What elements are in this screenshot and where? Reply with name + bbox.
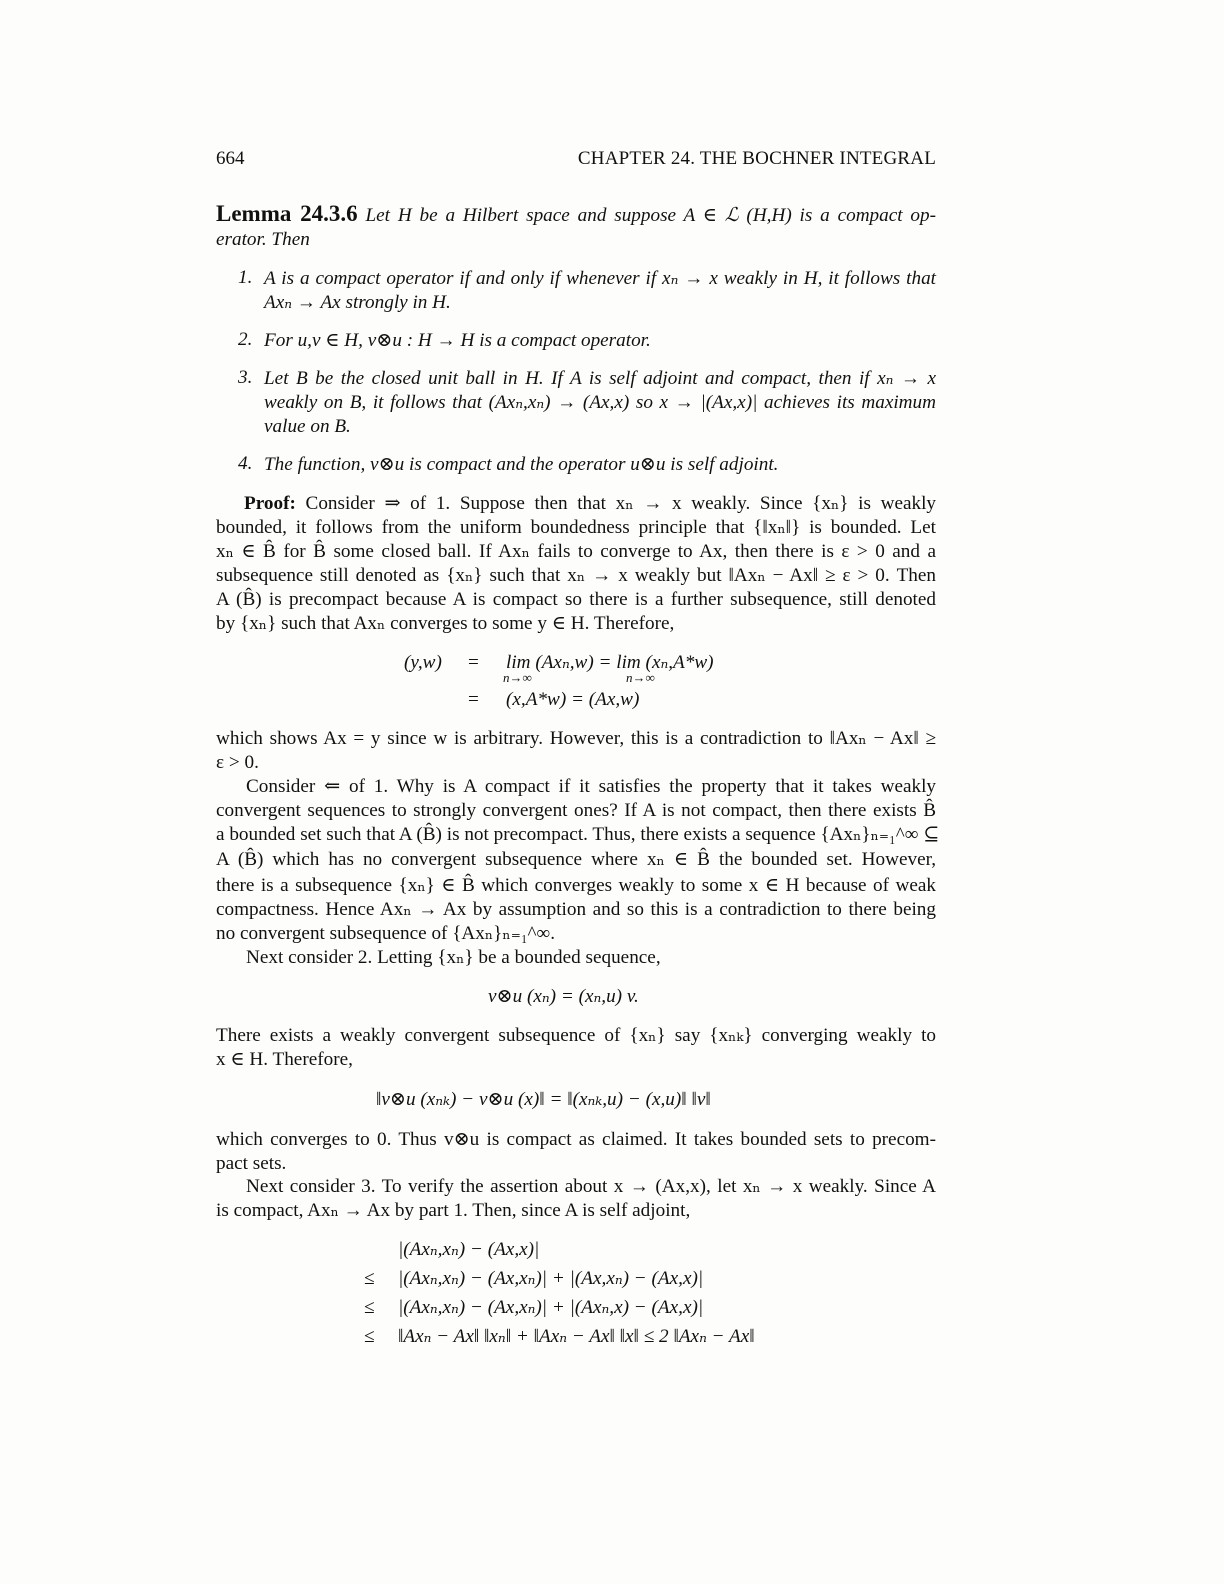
proof-line-6: by {xₙ} such that Axₙ converges to some y ∈ H. Therefore, [216,613,675,634]
page-number: 664 [216,148,245,169]
p6-line-1: which converges to 0. Thus v⊗u is compact as claimed. It takes bounded sets to precom- [216,1129,936,1150]
proof-label: Proof: [244,493,296,514]
eq1-lim-sub-2: n→∞ [626,670,655,685]
p4-line: Next consider 2. Letting {xₙ} be a bounded sequence, [246,947,661,968]
eq3: ‖v⊗u (xₙₖ) − v⊗u (x)‖ = ‖(xₙₖ,u) − (x,u)‖ ‖v‖ [376,1089,711,1110]
item-number-1: 1. [238,267,253,288]
eq4-line2: |(Axₙ,xₙ) − (Ax,xₙ)| + |(Axₙ,x) − (Ax,x)| [398,1297,704,1318]
eq1-rel2: = [468,689,479,710]
eq4-rel1: ≤ [364,1268,375,1289]
eq4-rel3: ≤ [364,1326,375,1347]
eq4-line0: |(Axₙ,xₙ) − (Ax,x)| [398,1239,540,1260]
item-3-line1: Let B be the closed unit ball in H. If A is self adjoint and compact, then if xₙ → x [264,368,936,389]
item-4-line1: The function, v⊗u is compact and the operator u⊗u is self adjoint. [264,454,779,475]
item-3-line2: weakly on B, it follows that (Axₙ,xₙ) → (Ax,x) so x → |(Ax,x)| achieves its maximum [264,392,936,413]
p3-line-2: convergent sequences to strongly convergent ones? If A is not compact, then there exists B̂ [216,800,936,821]
lemma-label: Lemma 24.3.6 [216,201,358,226]
eq1-rhs2: (x,A*w) = (Ax,w) [506,689,640,710]
eq1-rel1: = [468,652,479,673]
p5-line-1: There exists a weakly convergent subsequence of {xₙ} say {xₙₖ} converging weakly to [216,1025,936,1046]
eq4-line3: ‖Axₙ − Ax‖ ‖xₙ‖ + ‖Axₙ − Ax‖ ‖x‖ ≤ 2 ‖Axₙ − Ax‖ [398,1326,755,1347]
p3-line-1: Consider ⇐ of 1. Why is A compact if it satisfies the property that it takes weakly [246,776,936,797]
item-number-3: 3. [238,367,253,388]
proof-line-1 [216,492,936,516]
item-1-line1: A is a compact operator if and only if whenever if xₙ → x weakly in H, it follows that [264,268,936,289]
p7-line-2: is compact, Axₙ → Ax by part 1. Then, since A is self adjoint, [216,1200,691,1221]
eq2: v⊗u (xₙ) = (xₙ,u) v. [488,986,639,1007]
p7-line-1: Next consider 3. To verify the assertion about x → (Ax,x), let xₙ → x weakly. Since A [246,1176,936,1197]
proof-line-4: subsequence still denoted as {xₙ} such that xₙ → x weakly but ‖Axₙ − Ax‖ ≥ ε > 0. Then [216,565,936,586]
running-title: CHAPTER 24. THE BOCHNER INTEGRAL [577,148,936,169]
proof-line-3: xₙ ∈ B̂ for B̂ some closed ball. If Axₙ fails to converge to Ax, then there is ε > 0 and a [216,541,936,562]
p3-line-7: no convergent subsequence of {Axₙ}ₙ₌₁^∞. [216,923,555,944]
item-3-line3: value on B. [264,416,351,437]
proof-line-2: bounded, it follows from the uniform boundedness principle that {‖xₙ‖} is bounded. Let [216,517,936,538]
item-1-line2: Axₙ → Ax strongly in H. [264,292,451,313]
p3-line-6: compactness. Hence Axₙ → Ax by assumption and so this is a contradiction to there being [216,899,936,920]
p3-line-4: A (B̂) which has no convergent subsequence where xₙ ∈ B̂ the bounded set. However, [216,849,936,870]
lemma-statement-line2: erator. Then [216,229,310,250]
proof-line-5: A (B̂) is precompact because A is compact so there is a further subsequence, still denoted [216,589,936,610]
item-number-4: 4. [238,453,253,474]
p2-line-1: which shows Ax = y since w is arbitrary. However, this is a contradiction to ‖Axₙ − Ax‖ ≥ [216,728,936,749]
lemma-text: Let H be a Hilbert space and suppose A ∈ ℒ (H,H) is a compact op- [365,205,936,226]
item-2-line1: For u,v ∈ H, v⊗u : H → H is a compact operator. [264,330,651,351]
eq4-line1: |(Axₙ,xₙ) − (Ax,xₙ)| + |(Ax,xₙ) − (Ax,x)| [398,1268,704,1289]
p5-line-2: x ∈ H. Therefore, [216,1049,353,1070]
eq1-lhs: (y,w) [404,652,442,673]
item-number-2: 2. [238,329,253,350]
p6-line-2: pact sets. [216,1153,287,1174]
eq1-rhs1: lim (Axₙ,w) = lim (xₙ,A*w) [506,652,714,673]
eq1-lim-sub-1: n→∞ [503,670,532,685]
p3-line-5: there is a subsequence {xₙ} ∈ B̂ which converges weakly to some x ∈ H because of weak [216,875,936,896]
p2-line-2: ε > 0. [216,752,259,773]
proof-text: Consider ⇒ of 1. Suppose then that xₙ → x weakly. Since {xₙ} is weakly [305,493,936,514]
lemma-statement-line1 [216,202,936,228]
eq4-rel2: ≤ [364,1297,375,1318]
p3-line-3: a bounded set such that A (B̂) is not precompact. Thus, there exists a sequence {Axₙ}ₙ₌₁^∞ ⊆ [216,824,940,845]
